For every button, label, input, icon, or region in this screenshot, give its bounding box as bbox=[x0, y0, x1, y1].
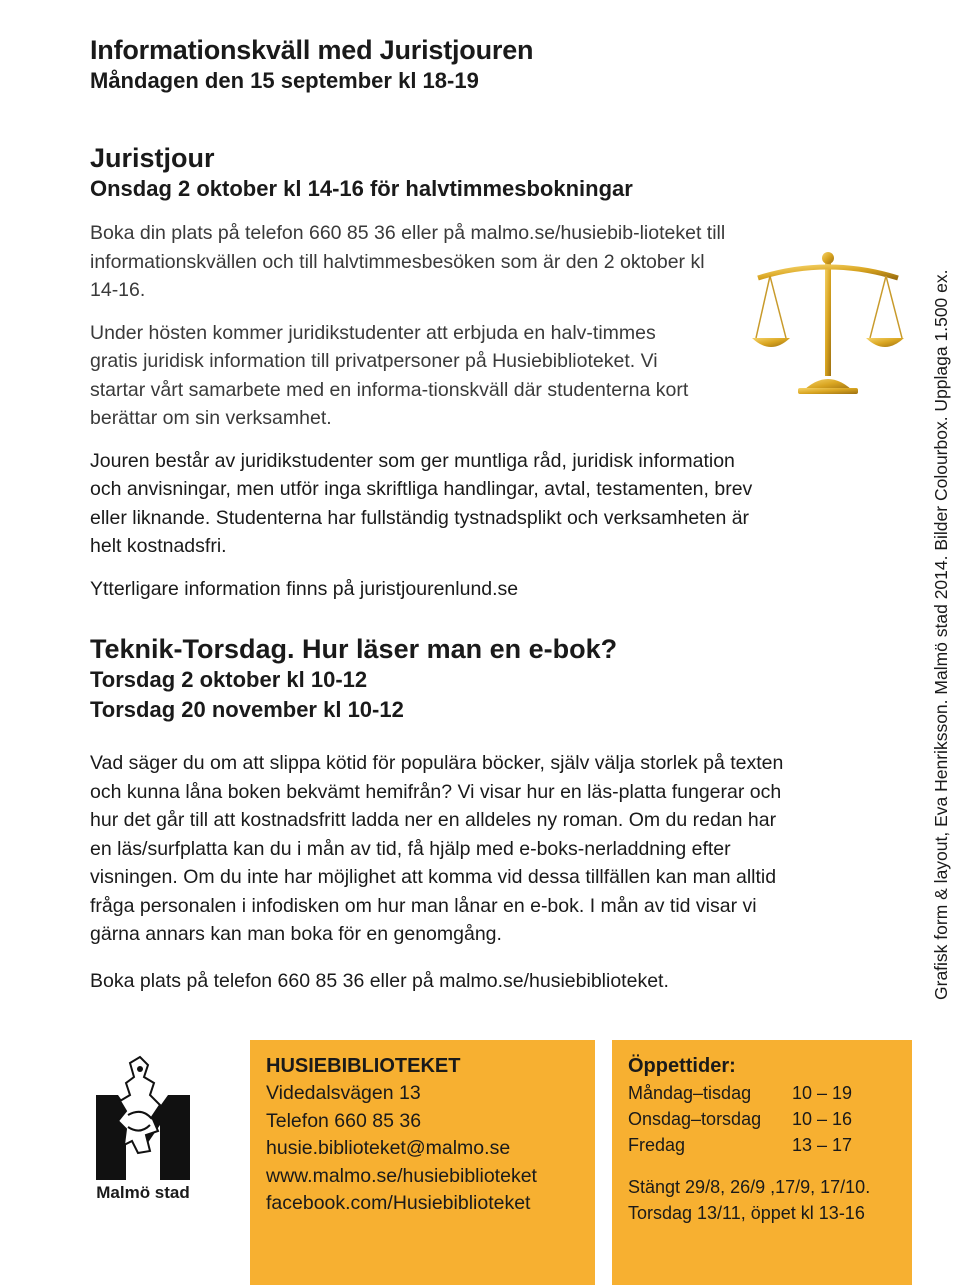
opening-hours-box bbox=[612, 1040, 912, 1285]
info-evening-date: Måndagen den 15 september kl 18-19 bbox=[90, 68, 479, 93]
library-web-link[interactable]: www.malmo.se/husiebiblioteket bbox=[266, 1164, 537, 1187]
library-name: HUSIEBIBLIOTEKET bbox=[266, 1055, 461, 1077]
library-facebook-link[interactable]: facebook.com/Husiebiblioteket bbox=[266, 1192, 531, 1214]
juristjour-section bbox=[90, 142, 780, 603]
teknik-torsdag-section bbox=[90, 633, 784, 995]
hours-row bbox=[628, 1106, 904, 1132]
opening-hours-title: Öppettider: bbox=[628, 1055, 736, 1077]
info-evening-section bbox=[90, 34, 780, 96]
hours-day: Måndag–tisdag bbox=[628, 1083, 752, 1103]
library-address: Videdalsvägen 13 bbox=[266, 1082, 421, 1104]
juristjour-description-text: Jouren består av juridikstudenter som ger muntliga råd, juridisk information och anvisningar, men utför inga skriftliga handlingar, avtal, testamenten, brev eller liknande. Studenterna har fullständig tystnadsplikt och verksamheten är helt kostnadsfri. bbox=[90, 449, 753, 557]
teknik-torsdag-date-2: Torsdag 20 november kl 10-12 bbox=[90, 697, 404, 722]
juristjour-date: Onsdag 2 oktober kl 14-16 för halvtimmesbokningar bbox=[90, 176, 633, 201]
special-hours: Torsdag 13/11, öppet kl 13-16 bbox=[628, 1203, 865, 1223]
juristjour-title: Juristjour bbox=[90, 143, 215, 173]
hours-day: Onsdag–torsdag bbox=[628, 1109, 762, 1129]
teknik-torsdag-booking: Boka plats på telefon 660 85 36 eller på malmo.se/husiebiblioteket. bbox=[90, 969, 669, 992]
library-phone: Telefon 660 85 36 bbox=[266, 1109, 422, 1132]
teknik-torsdag-title: Teknik-Torsdag. Hur läser man en e-bok? bbox=[90, 634, 618, 664]
juristjour-booking-text: Boka din plats på telefon 660 85 36 eller på malmo.se/husiebib-lioteket till informationskvällen och till halvtimmesbesöken som är den 2 oktober kl 14-16. bbox=[90, 222, 726, 301]
hours-time: 10 – 19 bbox=[792, 1083, 853, 1103]
hours-time: 10 – 16 bbox=[792, 1109, 853, 1129]
hours-time: 13 – 17 bbox=[792, 1135, 853, 1155]
juristjour-intro-text: Under hösten kommer juridikstudenter att erbjuda en halv-timmes gratis juridisk information till privatpersoner på Husiebiblioteket. Vi startar vårt samarbete med en informa-tionskväll där studenterna kort berättar om sin verksamhet. bbox=[90, 321, 689, 429]
teknik-torsdag-description: Vad säger du om att slippa kötid för populära böcker, själv välja storlek på texten och kunna låna boken bekvämt hemifrån? Vi visar hur en läs-platta fungerar och hur det går till att kostnadsfritt ladda ner en alldeles ny roman. Om du redan har en läs/surfplatta kan du i mån av tid, få hjälp med e-boks-nerladdning efter visningen. Om du inte har möjlighet att komma vid dessa tillfällen kan man alltid fråga personalen i infodisken om hur man lånar en e-bok. I mån av tid visar vi gärna annars kan man boka för en genomgång. bbox=[90, 752, 784, 945]
main-content bbox=[90, 34, 784, 995]
malmo-stad-logo-text: Malmö stad bbox=[96, 1183, 190, 1202]
credit-text: Grafisk form & layout, Eva Henriksson. Malmö stad 2014. Bilder Colourbox. Upplaga 1.500 ex. bbox=[931, 269, 951, 1000]
hours-row bbox=[628, 1080, 904, 1106]
juristjour-more-info-text: Ytterligare information finns på juristjourenlund.se bbox=[90, 577, 519, 600]
info-evening-title: Informationskväll med Juristjouren bbox=[90, 35, 534, 65]
scales-of-justice-image bbox=[748, 250, 908, 400]
library-email-link[interactable]: husie.biblioteket@malmo.se bbox=[266, 1137, 511, 1159]
teknik-torsdag-date-1: Torsdag 2 oktober kl 10-12 bbox=[90, 667, 368, 692]
contact-box bbox=[250, 1040, 595, 1285]
hours-row bbox=[628, 1132, 904, 1158]
closed-dates: Stängt 29/8, 26/9 ,17/9, 17/10. bbox=[628, 1177, 871, 1197]
hours-day: Fredag bbox=[628, 1135, 686, 1155]
